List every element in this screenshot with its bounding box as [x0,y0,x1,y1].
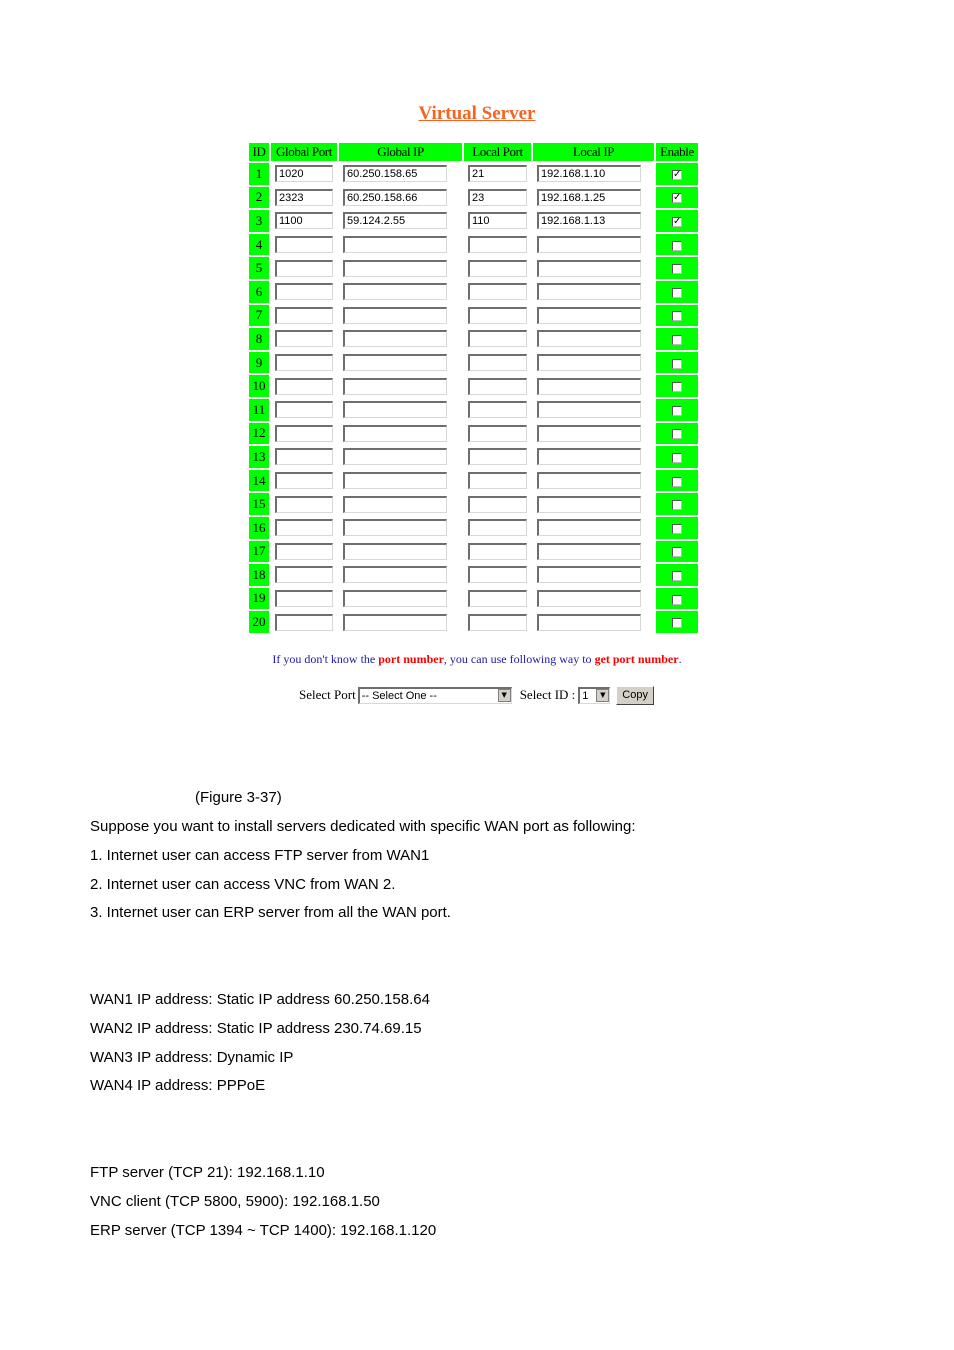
local-port-input[interactable] [468,448,527,465]
table-row [249,517,698,539]
local-ip-input[interactable] [537,330,641,347]
global-port-input[interactable] [275,496,333,513]
enable-cell [656,399,698,421]
hint-text-3: . [678,652,682,666]
select-id-value: 1 [582,689,589,702]
table-cell [533,446,654,468]
row-id: 11 [249,399,269,421]
table-cell [339,399,462,421]
table-cell [533,588,654,610]
local-port-input[interactable] [468,401,527,418]
table-cell [464,399,531,421]
enable-cell [656,611,698,633]
table-body [249,163,698,633]
enable-cell [656,305,698,327]
enable-cell [656,446,698,468]
header-enable: Enable [656,143,698,161]
global-ip-input[interactable] [343,260,447,277]
local-port-input[interactable]: 23 [468,189,527,206]
table-cell [339,375,462,397]
global-ip-input[interactable] [343,472,447,489]
table-cell [464,493,531,515]
global-ip-input[interactable]: 60.250.158.65 [343,165,447,182]
enable-checkbox[interactable] [672,193,682,203]
global-port-input[interactable] [275,236,333,253]
table-cell [464,446,531,468]
local-ip-input[interactable] [537,448,641,465]
table-row [249,493,698,515]
local-ip-input[interactable]: 192.168.1.13 [537,212,641,229]
table-cell [271,446,337,468]
enable-checkbox[interactable] [672,241,682,251]
row-id: 7 [249,305,269,327]
table-cell [339,588,462,610]
table-cell [271,399,337,421]
table-row [249,187,698,209]
local-port-input[interactable] [468,566,527,583]
global-ip-input[interactable] [343,283,447,300]
global-ip-input[interactable] [343,425,447,442]
table-cell [533,611,654,633]
hint-get-port-number: get port number [594,652,679,666]
table-cell [271,328,337,350]
select-id-label: Select ID : [519,687,576,702]
server-line: ERP server (TCP 1394 ~ TCP 1400): 192.168.1.120 [90,1222,437,1239]
global-ip-input[interactable] [343,614,447,631]
row-id: 10 [249,375,269,397]
enable-cell [656,210,698,232]
enable-checkbox[interactable] [672,264,682,274]
global-port-input[interactable] [275,614,333,631]
hint-text-2: , you can use following way to [443,652,595,666]
page-title: Virtual Server [418,103,536,124]
row-id: 20 [249,611,269,633]
intro-text: Suppose you want to install servers dedicated with specific WAN port as following: [90,818,636,835]
global-port-input[interactable]: 2323 [275,189,333,206]
enable-checkbox[interactable] [672,359,682,369]
global-port-input[interactable] [275,354,333,371]
figure-caption: (Figure 3-37) [195,789,282,806]
virtual-server-table [247,141,700,635]
table-cell [533,234,654,256]
enable-cell [656,588,698,610]
local-ip-input[interactable] [537,283,641,300]
table-cell [339,187,462,209]
row-id: 16 [249,517,269,539]
table-cell [271,611,337,633]
server-line: FTP server (TCP 21): 192.168.1.10 [90,1164,325,1181]
local-ip-input[interactable] [537,590,641,607]
enable-checkbox[interactable] [672,406,682,416]
table-cell [533,352,654,374]
header-local-port: Local Port [464,143,531,161]
wan-line: WAN1 IP address: Static IP address 60.250.158.64 [90,991,430,1008]
global-ip-input[interactable] [343,330,447,347]
row-id: 9 [249,352,269,374]
row-id: 18 [249,564,269,586]
select-port-label: Select Port [299,687,356,702]
local-ip-input[interactable] [537,566,641,583]
enable-checkbox[interactable] [672,311,682,321]
table-cell [271,163,337,185]
enable-cell [656,352,698,374]
table-cell [464,588,531,610]
table-cell [533,517,654,539]
table-row [249,163,698,185]
table-row [249,281,698,303]
row-id: 4 [249,234,269,256]
enable-checkbox[interactable] [672,524,682,534]
table-cell [339,257,462,279]
enable-checkbox[interactable] [672,595,682,605]
enable-checkbox[interactable] [672,547,682,557]
global-port-input[interactable] [275,307,333,324]
global-ip-input[interactable] [343,236,447,253]
table-cell [339,305,462,327]
local-port-input[interactable] [468,330,527,347]
local-port-input[interactable] [468,236,527,253]
global-port-input[interactable] [275,260,333,277]
list-item: 2. Internet user can access VNC from WAN 2. [90,876,396,893]
table-cell [464,375,531,397]
global-ip-input[interactable]: 59.124.2.55 [343,212,447,229]
table-row [249,588,698,610]
header-id: ID [249,143,269,161]
table-header-row [249,143,698,161]
table-cell [271,564,337,586]
enable-cell [656,163,698,185]
wan-line: WAN2 IP address: Static IP address 230.74.69.15 [90,1020,422,1037]
server-line: VNC client (TCP 5800, 5900): 192.168.1.50 [90,1193,380,1210]
global-ip-input[interactable] [343,590,447,607]
row-id: 5 [249,257,269,279]
local-port-input[interactable] [468,354,527,371]
local-ip-input[interactable] [537,425,641,442]
global-ip-input[interactable]: 60.250.158.66 [343,189,447,206]
table-row [249,375,698,397]
local-port-input[interactable] [468,543,527,560]
global-ip-input[interactable] [343,354,447,371]
table-cell [339,281,462,303]
table-cell [464,257,531,279]
select-port-value: -- Select One -- [361,689,437,702]
local-ip-input[interactable]: 192.168.1.10 [537,165,641,182]
global-ip-input[interactable] [343,566,447,583]
enable-checkbox[interactable] [672,571,682,581]
table-cell [464,234,531,256]
table-cell [533,423,654,445]
global-port-input[interactable] [275,425,333,442]
local-ip-input[interactable] [537,472,641,489]
global-ip-input[interactable] [343,543,447,560]
table-cell [339,352,462,374]
check-icon: ✓ [673,192,682,204]
table-cell [339,564,462,586]
table-cell [339,493,462,515]
table-cell [464,423,531,445]
local-port-input[interactable] [468,496,527,513]
table-cell [271,305,337,327]
table-cell [339,470,462,492]
global-port-input[interactable] [275,401,333,418]
wan-line: WAN3 IP address: Dynamic IP [90,1049,294,1066]
table-cell [464,611,531,633]
local-port-input[interactable] [468,307,527,324]
header-global-port: Global Port [271,143,337,161]
global-port-input[interactable] [275,448,333,465]
table-cell [271,470,337,492]
local-ip-input[interactable]: 192.168.1.25 [537,189,641,206]
table-cell [464,281,531,303]
local-ip-input[interactable] [537,543,641,560]
select-port-dropdown[interactable] [358,687,512,704]
table-cell [533,305,654,327]
table-cell [271,210,337,232]
global-ip-input[interactable] [343,519,447,536]
table-cell [271,517,337,539]
local-port-input[interactable]: 110 [468,212,527,229]
table-cell [464,564,531,586]
enable-checkbox[interactable] [672,382,682,392]
enable-cell [656,564,698,586]
enable-cell [656,541,698,563]
table-row [249,611,698,633]
local-port-input[interactable]: 21 [468,165,527,182]
table-cell [339,517,462,539]
table-cell [271,257,337,279]
table-cell [339,163,462,185]
table-cell [339,210,462,232]
list-item: 3. Internet user can ERP server from all the WAN port. [90,904,451,921]
local-ip-input[interactable] [537,401,641,418]
table-cell [533,328,654,350]
row-id: 17 [249,541,269,563]
enable-checkbox[interactable] [672,335,682,345]
local-ip-input[interactable] [537,260,641,277]
table-cell [533,375,654,397]
table-cell [271,281,337,303]
check-icon: ✓ [673,216,682,227]
enable-checkbox[interactable] [672,477,682,487]
row-id: 13 [249,446,269,468]
table-cell [464,187,531,209]
table-cell [533,470,654,492]
header-global-ip: Global IP [339,143,462,161]
table-cell [464,541,531,563]
global-port-input[interactable] [275,283,333,300]
enable-cell [656,493,698,515]
enable-checkbox[interactable] [672,618,682,628]
select-id-dropdown[interactable] [578,687,610,704]
row-id: 1 [249,163,269,185]
table-cell [533,210,654,232]
table-cell [271,187,337,209]
table-cell [271,375,337,397]
local-ip-input[interactable] [537,519,641,536]
row-id: 19 [249,588,269,610]
global-ip-input[interactable] [343,448,447,465]
enable-checkbox[interactable] [672,170,682,180]
row-id: 12 [249,423,269,445]
enable-checkbox[interactable] [672,429,682,439]
local-port-input[interactable] [468,425,527,442]
local-port-input[interactable] [468,590,527,607]
table-row [249,234,698,256]
global-ip-input[interactable] [343,307,447,324]
table-cell [464,352,531,374]
row-id: 8 [249,328,269,350]
port-copy-controls [299,684,654,706]
table-row [249,328,698,350]
table-row [249,470,698,492]
table-cell [271,234,337,256]
enable-checkbox[interactable] [672,500,682,510]
table-cell [339,541,462,563]
table-cell [464,305,531,327]
table-cell [533,399,654,421]
list-item: 1. Internet user can access FTP server from WAN1 [90,847,430,864]
table-row [249,257,698,279]
table-row [249,541,698,563]
local-port-input[interactable] [468,614,527,631]
table-cell [533,187,654,209]
local-ip-input[interactable] [537,378,641,395]
global-port-input[interactable] [275,378,333,395]
table-cell [271,423,337,445]
enable-cell [656,375,698,397]
local-port-input[interactable] [468,519,527,536]
global-port-input[interactable]: 1020 [275,165,333,182]
port-hint [0,652,954,667]
table-cell [464,328,531,350]
table-cell [339,423,462,445]
row-id: 3 [249,210,269,232]
enable-cell [656,257,698,279]
header-local-ip: Local IP [533,143,654,161]
table-cell [339,611,462,633]
local-port-input[interactable] [468,283,527,300]
chevron-down-icon: ▼ [596,689,609,702]
local-port-input[interactable] [468,472,527,489]
table-cell [533,564,654,586]
global-port-input[interactable] [275,566,333,583]
table-cell [271,541,337,563]
row-id: 6 [249,281,269,303]
table-row [249,210,698,232]
copy-button[interactable]: Copy [616,686,654,705]
table-cell [464,210,531,232]
table-cell [271,352,337,374]
local-ip-input[interactable] [537,496,641,513]
local-ip-input[interactable] [537,354,641,371]
enable-checkbox[interactable] [672,217,682,227]
global-port-input[interactable]: 1100 [275,212,333,229]
global-port-input[interactable] [275,472,333,489]
enable-checkbox[interactable] [672,453,682,463]
enable-cell [656,187,698,209]
table-row [249,446,698,468]
enable-cell [656,470,698,492]
table-row [249,305,698,327]
enable-cell [656,423,698,445]
table-cell [464,517,531,539]
table-cell [339,446,462,468]
table-cell [271,493,337,515]
global-port-input[interactable] [275,590,333,607]
check-icon: ✓ [673,168,682,180]
enable-cell [656,281,698,303]
table-cell [464,470,531,492]
table-cell [339,234,462,256]
table-cell [533,493,654,515]
table-row [249,564,698,586]
table-cell [533,541,654,563]
row-id: 2 [249,187,269,209]
row-id: 14 [249,470,269,492]
enable-cell [656,234,698,256]
local-port-input[interactable] [468,260,527,277]
global-port-input[interactable] [275,543,333,560]
local-port-input[interactable] [468,378,527,395]
hint-port-number: port number [378,652,444,666]
local-ip-input[interactable] [537,614,641,631]
table-row [249,399,698,421]
table-cell [464,163,531,185]
global-port-input[interactable] [275,330,333,347]
table-cell [533,163,654,185]
hint-text-1: If you don't know the [272,652,379,666]
global-ip-input[interactable] [343,378,447,395]
table-cell [533,257,654,279]
global-ip-input[interactable] [343,401,447,418]
local-ip-input[interactable] [537,236,641,253]
global-ip-input[interactable] [343,496,447,513]
table-cell [271,588,337,610]
global-port-input[interactable] [275,519,333,536]
enable-checkbox[interactable] [672,288,682,298]
enable-cell [656,517,698,539]
wan-line: WAN4 IP address: PPPoE [90,1077,266,1094]
table-cell [533,281,654,303]
table-row [249,352,698,374]
local-ip-input[interactable] [537,307,641,324]
row-id: 15 [249,493,269,515]
chevron-down-icon: ▼ [498,689,511,702]
enable-cell [656,328,698,350]
table-row [249,423,698,445]
table-cell [339,328,462,350]
